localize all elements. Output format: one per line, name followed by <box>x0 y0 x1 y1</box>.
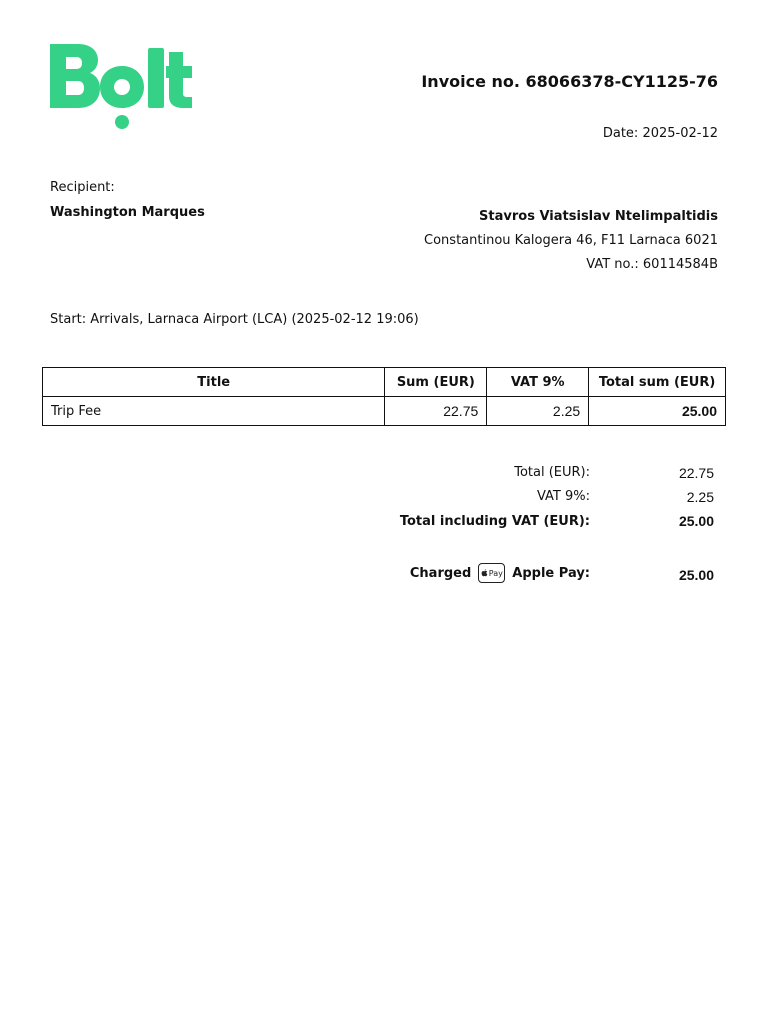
charged-amount: 25.00 <box>678 567 714 583</box>
invoice-date: Date: 2025-02-12 <box>602 126 718 141</box>
table-header-row <box>43 368 726 397</box>
apple-icon <box>481 569 488 577</box>
apple-pay-icon <box>478 563 505 583</box>
invoice-items-table <box>42 367 726 426</box>
recipient-name: Washington Marques <box>50 205 205 220</box>
driver-vat-number: VAT no.: 60114584B <box>586 257 718 272</box>
item-total: 25.00 <box>589 397 726 426</box>
driver-details <box>424 205 718 277</box>
item-title: Trip Fee <box>43 397 385 426</box>
vat-value: 2.25 <box>686 489 714 505</box>
bolt-logo <box>48 44 194 132</box>
apple-pay-badge-text: Pay <box>488 568 503 578</box>
driver-address: Constantinou Kalogera 46, F11 Larnaca 6021 <box>424 233 718 248</box>
column-header-title: Title <box>43 368 385 397</box>
trip-start: Start: Arrivals, Larnaca Airport (LCA) (2025-02-12 19:06) <box>50 312 419 327</box>
apple-pay-label: Apple Pay: <box>512 565 590 581</box>
total-value: 22.75 <box>678 465 714 481</box>
recipient-label: Recipient: <box>50 180 115 195</box>
invoice-number: Invoice no. 68066378-CY1125-76 <box>421 72 718 91</box>
column-header-vat: VAT 9% <box>487 368 589 397</box>
item-vat: 2.25 <box>487 397 589 426</box>
column-header-total: Total sum (EUR) <box>589 368 726 397</box>
vat-label: VAT 9%: <box>536 489 590 504</box>
driver-name: Stavros Viatsislav Ntelimpaltidis <box>479 209 718 224</box>
table-row <box>43 397 726 426</box>
total-label: Total (EUR): <box>514 465 590 480</box>
payment-method <box>410 563 590 583</box>
item-sum: 22.75 <box>385 397 487 426</box>
charged-label: Charged <box>409 565 472 581</box>
total-including-vat-value: 25.00 <box>678 513 714 529</box>
column-header-sum: Sum (EUR) <box>385 368 487 397</box>
total-including-vat-label: Total including VAT (EUR): <box>399 514 590 529</box>
